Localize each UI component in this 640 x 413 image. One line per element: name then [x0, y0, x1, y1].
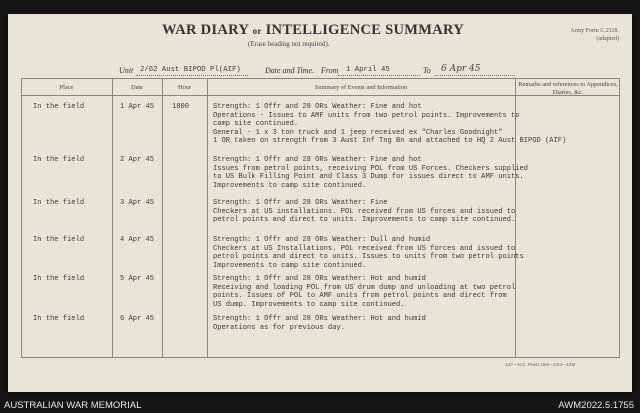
- entry-place: In the field: [33, 315, 85, 323]
- col-divider-date: [112, 78, 113, 358]
- title-intelligence-summary: INTELLIGENCE SUMMARY: [261, 22, 465, 38]
- entry-place: In the field: [33, 103, 85, 111]
- entry-summary-line: Checkers at US Installations. POL received from US forces and issued to: [213, 244, 516, 253]
- entry-date: 2 Apr 45: [120, 156, 155, 164]
- entry-summary-line: Strength: 1 Offr and 28 ORs Weather: Hot and humid: [213, 315, 426, 323]
- column-header-remarks: Remarks and references to Appendices, Diaries, &c.: [518, 81, 618, 96]
- datetime-label: Date and Time.: [265, 66, 315, 75]
- entry-summary-line: Strength: 1 Offr and 28 ORs Weather: Dull and humid: [213, 236, 431, 244]
- unit-value: 2/62 Aust BIPOD Pl(AIF): [140, 66, 241, 74]
- entry-summary-line: to US Bulk Filling Point and Class 3 Dump for issues direct to AMF units.: [213, 173, 524, 182]
- from-value: 1 April 45: [346, 66, 390, 74]
- entry-summary-line: Receiving and loading POL from US drum dump and unloading at two petrol: [213, 283, 516, 292]
- to-value: 6 Apr 45: [441, 64, 481, 74]
- entry-summary-line: camp site continued.: [213, 120, 299, 129]
- entry-summary-line: Improvements to camp site continued.: [213, 261, 367, 270]
- form-number: [537, 27, 619, 43]
- unit-label: Unit: [119, 66, 134, 75]
- to-underline: [435, 75, 515, 76]
- entry-summary-line: Checkers at US installations. POL received from US forces and issued to: [213, 207, 516, 216]
- entry-summary-line: Strength: 1 Offr and 28 ORs Weather: Fine: [213, 199, 388, 207]
- entry-summary-line: Strength: 1 Offr and 28 ORs Weather: Hot and humid: [213, 275, 426, 283]
- entry-summary-line: US dump. Improvements to camp site continued.: [213, 300, 405, 309]
- entry-summary-line: Operations as for previous day.: [213, 323, 345, 332]
- from-label: From: [321, 66, 339, 75]
- title-or: or: [252, 26, 262, 36]
- form-number-line1: Army Form C.2118.: [570, 28, 619, 34]
- entry-summary-line: Strength: 1 Offr and 28 ORs Weather: Fine and hot: [213, 156, 422, 164]
- entry-summary-line: Strength: 1 Offr and 28 ORs Weather: Fine and hot: [213, 103, 422, 111]
- unit-underline: [136, 75, 248, 76]
- entry-place: In the field: [33, 199, 85, 207]
- entry-date: 5 Apr 45: [120, 275, 155, 283]
- entry-summary-line: petrol points and direct to units. Improvements to camp site continued.: [213, 216, 516, 225]
- archive-caption: AUSTRALIAN WAR MEMORIAL: [4, 400, 142, 411]
- archive-reference: AWM2022.5.1755: [558, 400, 634, 411]
- to-label: To: [423, 66, 431, 75]
- entry-date: 4 Apr 45: [120, 236, 155, 244]
- entry-summary-line: petrol points and direct to units. Issues to units from two petrol points: [213, 253, 524, 262]
- col-divider-summary: [207, 78, 208, 358]
- page-subtitle: (Erase heading not required).: [248, 40, 330, 48]
- entry-summary-line: General - 1 x 3 ton truck and 1 jeep received ex "Charles Goodnight": [213, 128, 503, 137]
- entry-summary-line: points. Issues of POL to AMF units from petrol points and direct from: [213, 292, 507, 301]
- column-header-place: Place: [59, 84, 74, 91]
- entry-summary-line: Improvements to camp site continued.: [213, 181, 367, 190]
- entry-place: In the field: [33, 156, 85, 164]
- entry-summary-line: Issues from petrol points, receiving POL from US Forces. Checkers supplied: [213, 164, 529, 173]
- printer-imprint: S47—N.G. Press Unit—2/44—12M: [505, 362, 576, 367]
- entry-summary-line: Operations - Issues to AMF units from two petrol points. Improvements to: [213, 111, 520, 120]
- entry-summary-line: 1 OR taken on strength from 3 Aust Inf Tng Bn and attached to HQ 2 Aust BIPOD (AIF): [213, 137, 567, 146]
- column-header-summary: Summary of Events and Information: [314, 84, 408, 91]
- entry-date: 1 Apr 45: [120, 103, 155, 111]
- column-header-date: Date: [131, 84, 143, 91]
- entry-date: 3 Apr 45: [120, 199, 155, 207]
- form-number-line2: (adapted): [596, 36, 619, 42]
- entry-date: 6 Apr 45: [120, 315, 155, 323]
- entry-hour: 1800: [172, 103, 190, 111]
- column-header-hour: Hour: [178, 84, 191, 91]
- title-war-diary: WAR DIARY: [162, 22, 253, 38]
- col-divider-hour: [162, 78, 163, 358]
- entry-place: In the field: [33, 236, 85, 244]
- entry-place: In the field: [33, 275, 85, 283]
- from-underline: [338, 75, 420, 76]
- page-title: [162, 22, 464, 39]
